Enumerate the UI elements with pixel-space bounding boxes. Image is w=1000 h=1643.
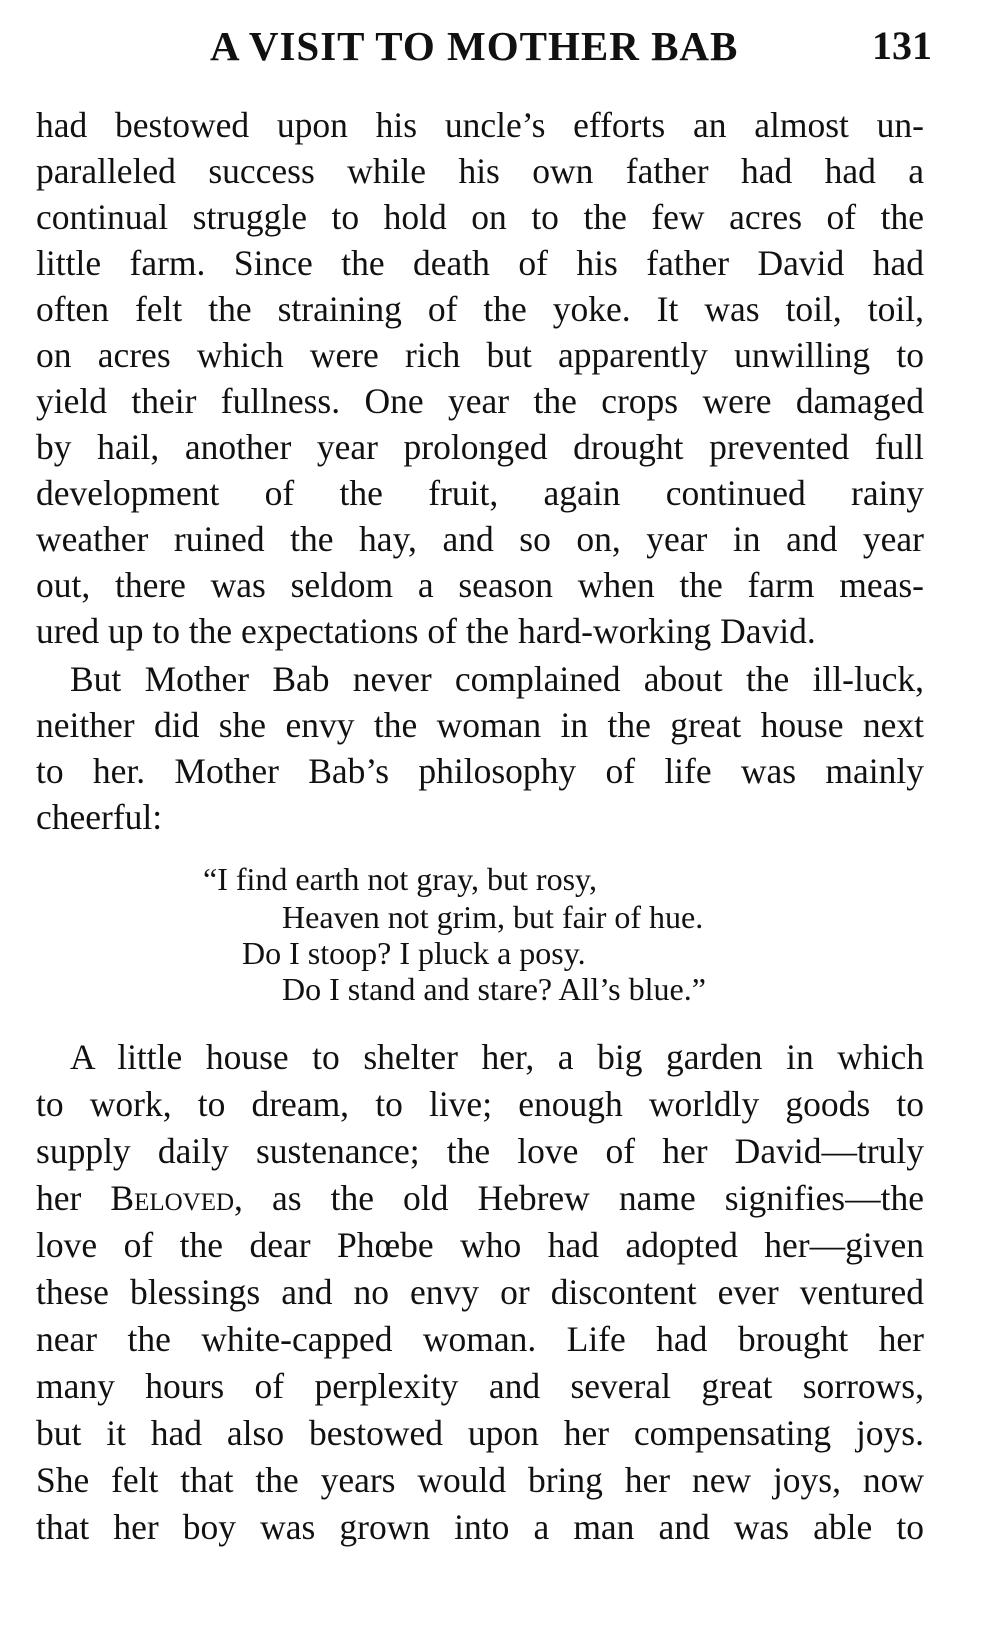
- text-line: [36, 1175, 924, 1222]
- text-line: these blessings and no envy or discontent ever ventured: [36, 1272, 924, 1312]
- text-line: often felt the straining of the yoke. It was toil, toil,: [36, 289, 924, 329]
- text-line: A little house to shelter her, a big garden in which: [70, 1037, 924, 1077]
- text-line: neither did she envy the woman in the great house next: [36, 705, 924, 745]
- text-line: that her boy was grown into a man and was able to: [36, 1507, 924, 1547]
- text-line: cheerful:: [36, 797, 163, 837]
- text-line: many hours of perplexity and several great sorrows,: [36, 1366, 924, 1406]
- text-line: paralleled success while his own father had had a: [36, 151, 924, 191]
- poem-line: Do I stand and stare? All’s blue.”: [282, 971, 706, 1007]
- poem-line: Heaven not grim, but fair of hue.: [282, 899, 704, 935]
- text-line: weather ruined the hay, and so on, year in and year: [36, 519, 924, 559]
- text-fragment: , as the old Hebrew name signifies—the: [234, 1178, 924, 1218]
- poem-line: Do I stoop? I pluck a posy.: [242, 935, 586, 971]
- text-line: to work, to dream, to live; enough worldly goods to: [36, 1084, 924, 1124]
- text-line: out, there was seldom a season when the farm meas-: [36, 565, 924, 605]
- page-number: 131: [872, 23, 932, 68]
- running-title: A VISIT TO MOTHER BAB: [210, 23, 739, 69]
- text-line: by hail, another year prolonged drought prevented full: [36, 427, 924, 467]
- text-line: But Mother Bab never complained about the ill-luck,: [70, 659, 924, 699]
- beloved-smallcaps: Beloved: [110, 1178, 235, 1218]
- text-fragment: her: [36, 1178, 111, 1218]
- text-line: love of the dear Phœbe who had adopted her—given: [36, 1225, 924, 1265]
- text-line: had bestowed upon his uncle’s efforts an almost un-: [36, 105, 924, 145]
- text-line: to her. Mother Bab’s philosophy of life was mainly: [36, 751, 924, 791]
- text-line: yield their fullness. One year the crops were damaged: [36, 381, 924, 421]
- text-line: development of the fruit, again continued rainy: [36, 473, 924, 513]
- poem-line: “I find earth not gray, but rosy,: [203, 861, 597, 897]
- text-line: on acres which were rich but apparently unwilling to: [36, 335, 924, 375]
- text-line: continual struggle to hold on to the few acres of the: [36, 197, 924, 237]
- running-head: [0, 22, 1000, 78]
- text-line: little farm. Since the death of his father David had: [36, 243, 924, 283]
- text-line: ured up to the expectations of the hard-working David.: [36, 611, 816, 651]
- text-line: supply daily sustenance; the love of her David—truly: [36, 1131, 924, 1171]
- text-line: but it had also bestowed upon her compensating joys.: [36, 1413, 924, 1453]
- text-line: She felt that the years would bring her new joys, now: [36, 1460, 924, 1500]
- text-line: near the white-capped woman. Life had brought her: [36, 1319, 924, 1359]
